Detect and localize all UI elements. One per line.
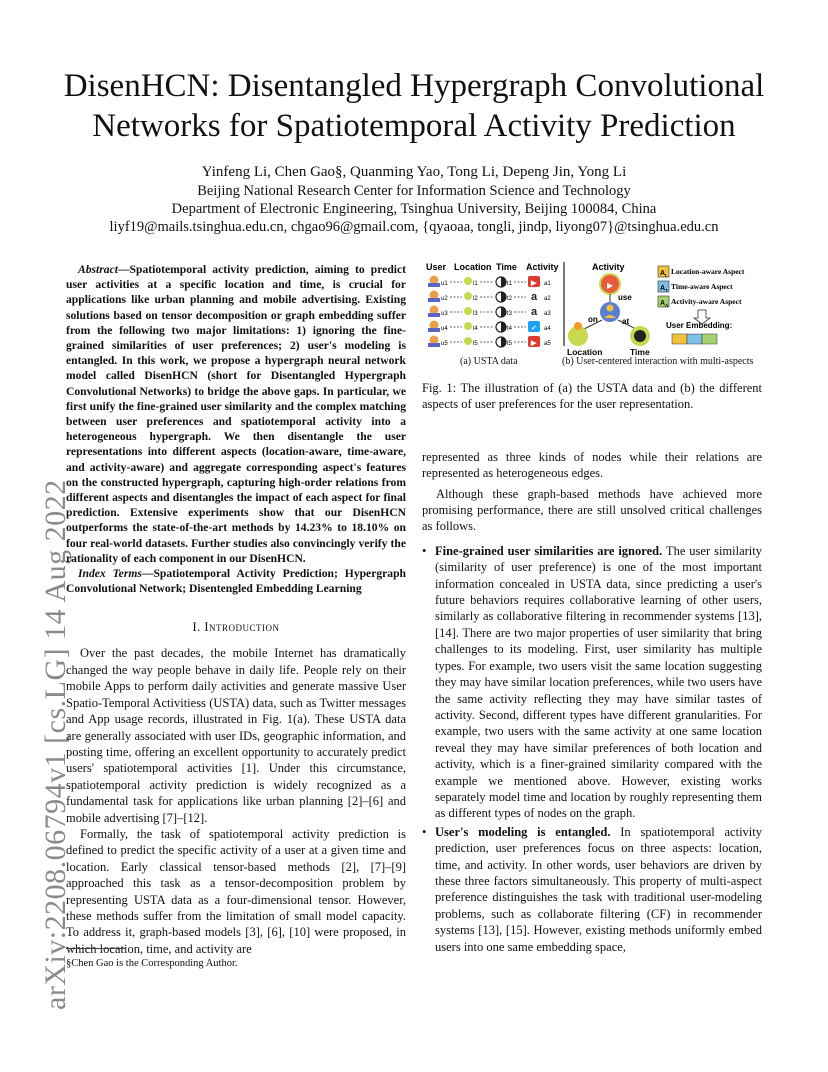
index-terms-text: —Spatiotemporal Activity Prediction; Hypergraph Convolutional Network; Disentengled Embedding Learning — [66, 567, 406, 596]
abstract — [66, 262, 406, 566]
activity-id-label: a2 — [544, 296, 551, 302]
user-id-label: u4 — [441, 326, 448, 332]
figure-1 — [422, 262, 782, 372]
right-paragraph-2: Although these graph-based methods have achieved more promising performance, there are still unsolved critical challenges as follows. — [422, 486, 762, 534]
author-block — [0, 163, 828, 236]
arxiv-identifier: arXiv:2208.06794v1 [cs.LG] 14 Aug 2022 — [39, 479, 72, 1010]
embedding-activity-cell — [702, 334, 717, 344]
aspect-label: Location-aware Aspect — [671, 267, 745, 276]
fig-header-location: Location — [454, 262, 492, 272]
fig-user-embedding-label: User Embedding: — [666, 321, 733, 330]
user-icon-body — [428, 313, 440, 317]
aspect-tag-sub: T — [665, 288, 668, 293]
activity-id-label: a1 — [544, 281, 551, 287]
location-pin-icon — [464, 277, 472, 285]
sub-caption-a: (a) USTA data — [460, 356, 518, 367]
fig-time-label: Time — [630, 347, 650, 357]
challenge-list — [422, 543, 762, 955]
intro-paragraph-2: Formally, the task of spatiotemporal activity prediction is defined to predict the specific activity of a user at a given time and location. Early classical tensor-based methods [2], [7]–[9] approached this task as a tensor-decomposition problem by representing USTA data as a four-dimensional tensor. However, these methods suffer from the limitation of small model capacity. To address it, graph-based models [3], [6], [10] were proposed, in which location, time, and activity are — [66, 826, 406, 956]
aspect-tag: A — [660, 270, 666, 277]
affiliation-1: Beijing National Research Center for Information Science and Technology — [197, 183, 631, 199]
activity-app-glyph: ▶ — [531, 280, 537, 287]
author-emails: liyf19@mails.tsinghua.edu.cn, chgao96@gmail.com, {qyaoaa, tongli, jindp, liyong07}@tsinghua.edu.cn — [109, 219, 719, 235]
aspect-tag: A — [660, 285, 666, 292]
location-id-label: l1 — [473, 281, 478, 287]
left-column — [66, 262, 406, 957]
paper-title — [0, 66, 828, 146]
activity-app-glyph: a — [531, 306, 538, 318]
usta-rows — [428, 276, 551, 348]
time-id-label: t3 — [507, 311, 513, 317]
activity-app-glyph: ✓ — [531, 325, 537, 332]
time-id-label: t5 — [507, 341, 513, 347]
index-terms-lead: Index Terms — [78, 567, 142, 581]
intro-paragraph-1: Over the past decades, the mobile Internet has dramatically changed the way people behave in daily life. People rely on their mobile Apps to perform daily activities and generate massive User Spatio-Temporal Activitiess (USTA) data, such as Twitter messages and App usage records, illustrated in Fig. 1(a). These USTA data are generally associated with user IDs, geographic information, and posting time, offering an excellent opportunity to accurately predict users' spatiotemporal activities [1]. Under this circumstance, spatiotemporal activity prediction is widely recognized as a fundamental task for applications like urban planning [2]–[6] and mobile advertising [7]–[12]. — [66, 646, 406, 825]
index-terms — [66, 566, 406, 596]
fig-location-label: Location — [567, 347, 603, 357]
footnote: §Chen Gao is the Corresponding Author. — [66, 958, 238, 969]
location-pin-icon — [464, 322, 472, 330]
location-pin-icon — [464, 292, 472, 300]
challenge-2-heading: User's modeling is entangled. — [435, 824, 611, 839]
fig-header-user: User — [426, 262, 447, 272]
fig-b-activity-label: Activity — [592, 262, 625, 272]
arxiv-sidebar — [14, 250, 72, 1010]
user-icon-body — [428, 283, 440, 287]
aspect-tag-sub: L — [665, 273, 668, 278]
challenge-2-text: In spatiotemporal activity prediction, user preferences focus on three aspects: location, time, and activity. In other words, user behaviors are driven by these three factors simultaneously. This property of multi-aspect preference distinguishes the task with traditional user-modeling problems, such as collaborate filtering (CF) in recommender systems [13], [15]. However, existing methods uniformly embed users into one same embedding space, — [435, 824, 762, 954]
time-id-label: t4 — [507, 326, 513, 332]
section-heading-introduction: I. Introduction — [192, 620, 280, 635]
user-icon-body — [428, 328, 440, 332]
svg-text:▶: ▶ — [607, 281, 614, 290]
challenge-1-heading: Fine-grained user similarities are ignored. — [435, 543, 663, 558]
fig-header-time: Time — [496, 262, 517, 272]
activity-app-glyph: a — [531, 291, 538, 303]
figure-1-caption: Fig. 1: The illustration of (a) the USTA data and (b) the different aspects of user preferences for the user representation. — [422, 381, 762, 412]
location-id-label: l3 — [473, 311, 478, 317]
activity-id-label: a3 — [544, 311, 551, 317]
embedding-location-cell — [672, 334, 687, 344]
location-pin-icon — [464, 337, 472, 345]
right-paragraph-1: represented as three kinds of nodes while their relations are represented as heterogeneous edges. — [422, 449, 762, 481]
challenge-1-text: The user similarity (similarity of user preference) is one of the most important information concealed in USTA data, since predicting a user's future behaviors requires collaborative learning of other users, similarly as collaborative filtering in recommender systems [13], [14]. There are two major properties of user similarity that bring challenges to its modeling. First, user similarity has multiple types. For example, two users visit the same location suggesting they may have similar location preferences, while two users have the same activity reflecting they may have similar tastes of activity. Second, different types have different granularities. For example, two users with the same activity at one same location reveal they may have similar preferences of both location and activity, which is a finer-grained similarity compared with the example we mentioned above. However, existing works separately model time and location by roughly representing them as different types of nodes on the graph. — [435, 543, 762, 821]
fig-use-label: use — [618, 293, 632, 302]
fig-on-label: on — [588, 315, 598, 324]
location-pin-icon — [464, 307, 472, 315]
fig-at-label: at — [622, 317, 630, 326]
embedding-time-cell — [687, 334, 702, 344]
time-id-label: t2 — [507, 296, 513, 302]
user-id-label: u5 — [441, 341, 448, 347]
footnote-rule — [66, 948, 126, 949]
abstract-lead: Abstract — [78, 263, 118, 276]
aspect-tag: A — [660, 300, 666, 307]
location-id-label: l5 — [473, 341, 478, 347]
location-id-label: l4 — [473, 326, 478, 332]
aspect-legend — [658, 266, 745, 308]
sub-caption-b: (b) User-centered interaction with multi-aspects — [562, 356, 754, 367]
figure-1-diagram — [422, 262, 782, 362]
fig-header-activity: Activity — [526, 262, 559, 272]
right-column — [422, 262, 762, 955]
user-id-label: u1 — [441, 281, 448, 287]
challenge-item-2 — [422, 824, 762, 955]
activity-id-label: a5 — [544, 341, 551, 347]
user-icon-body — [428, 343, 440, 347]
challenge-item-1 — [422, 543, 762, 822]
user-icon-body — [428, 298, 440, 302]
abstract-text: —Spatiotemporal activity prediction, aiming to predict user activities at a specific location and time, is crucial for applications like urban planning and mobile advertising. Existing solutions based on tensor decomposition or graph embedding suffer from the following two major limitations: 1) ignoring the fine-grained similarities of user preferences; 2) user's modeling is entangled. In this work, we propose a hypergraph neural network model called DisenHCN (short for Disentangled Hypergraph Convolutional Networks) to bridge the above gaps. In particular, we first unify the fine-grained user similarity and the complex matching between user preferences and spatiotemporal activity into a heterogeneous hypergraph. We then disentangle the user representations into different aspects (location-aware, time-aware, and activity-aware) and aggregate corresponding aspect's features on the constructed hypergraph, capturing high-order relations from different aspects and disentangles the impact of each aspect for final prediction. Extensive experiments show that our DisenHCN outperforms the state-of-the-art methods by 14.23% to 18.10% on four real-world datasets. Further studies also convincingly verify the rationality of each component in our DisenHCN. — [66, 263, 406, 565]
aspect-label: Activity-aware Aspect — [671, 297, 742, 306]
aspect-tag-sub: A — [665, 303, 669, 308]
time-id-label: t1 — [507, 281, 513, 287]
user-id-label: u2 — [441, 296, 448, 302]
title-line-2: Networks for Spatiotemporal Activity Prediction — [92, 108, 736, 144]
user-id-label: u3 — [441, 311, 448, 317]
activity-app-glyph: ▶ — [531, 340, 537, 347]
activity-id-label: a4 — [544, 326, 551, 332]
location-id-label: l2 — [473, 296, 478, 302]
author-names: Yinfeng Li, Chen Gao§, Quanming Yao, Tong Li, Depeng Jin, Yong Li — [201, 164, 627, 180]
aspect-label: Time-aware Aspect — [671, 282, 733, 291]
affiliation-2: Department of Electronic Engineering, Tsinghua University, Beijing 100084, China — [171, 201, 657, 217]
title-line-1: DisenHCN: Disentangled Hypergraph Convolutional — [63, 68, 765, 104]
